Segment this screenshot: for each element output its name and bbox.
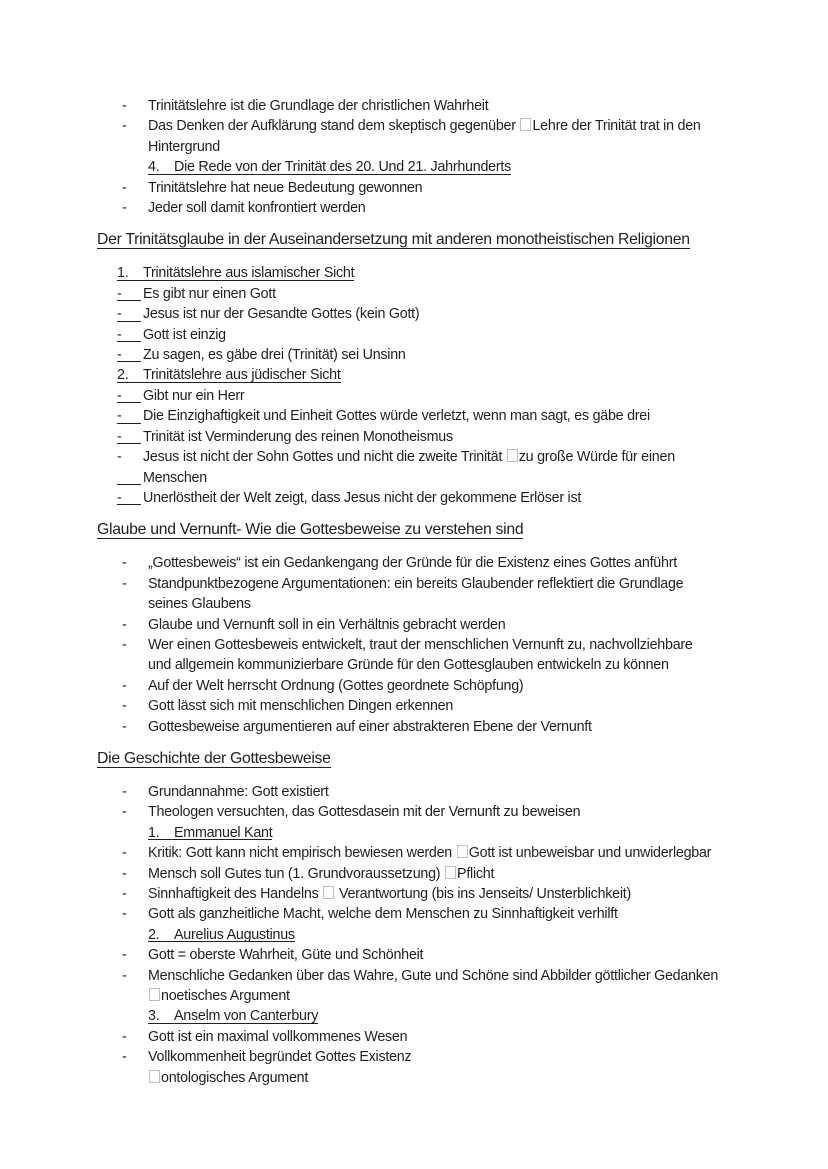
dash-bullet: - bbox=[122, 179, 127, 196]
dash-bullet: - bbox=[122, 698, 127, 715]
list-item bbox=[117, 325, 788, 345]
list-item bbox=[117, 447, 788, 488]
dash-bullet: - bbox=[122, 575, 127, 592]
item-text: Wer einen Gottesbeweis entwickelt, traut der menschlichen Vernunft zu, nachvollziehbare bbox=[148, 636, 693, 653]
missing-glyph-box bbox=[149, 1070, 160, 1083]
item-text: Menschliche Gedanken über das Wahre, Gute und Schöne sind Abbilder göttlicher Gedanken bbox=[148, 967, 719, 984]
item-text: Sinnhaftigkeit des Handelns Verantwortung (bis ins Jenseits/ Unsterblichkeit) bbox=[148, 886, 632, 902]
item-text: Gott lässt sich mit menschlichen Dingen erkennen bbox=[148, 698, 454, 715]
item-text: seines Glaubens bbox=[148, 596, 251, 613]
dash-bullet: - bbox=[122, 804, 127, 821]
missing-glyph-box bbox=[323, 886, 334, 899]
section-heading: Der Trinitätsglaube in der Auseinandersetzung mit anderen monotheistischen Religionen bbox=[97, 231, 690, 249]
dash-bullet: - bbox=[117, 386, 143, 406]
list-item bbox=[122, 574, 788, 615]
item-text: Grundannahme: Gott existiert bbox=[148, 783, 329, 800]
dash-bullet: - bbox=[122, 947, 127, 964]
item-text: Aurelius Augustinus bbox=[174, 926, 295, 943]
dash-bullet: - bbox=[122, 616, 127, 633]
numbered-heading-item bbox=[148, 157, 788, 177]
numbered-heading-item bbox=[117, 365, 788, 385]
list-item bbox=[122, 198, 788, 218]
dash-bullet: - bbox=[122, 636, 127, 653]
list-item bbox=[122, 717, 788, 737]
item-number: 1. bbox=[117, 265, 129, 282]
item-text: Gibt nur ein Herr bbox=[143, 387, 245, 404]
dash-bullet: - bbox=[117, 284, 143, 304]
list-item bbox=[122, 966, 788, 1007]
item-text: Emmanuel Kant bbox=[174, 824, 273, 841]
item-text: Gottesbeweise argumentieren auf einer abstrakteren Ebene der Vernunft bbox=[148, 718, 592, 735]
item-text: Trinitätslehre aus islamischer Sicht bbox=[143, 265, 355, 282]
item-text: Hintergrund bbox=[148, 138, 220, 155]
item-text: Die Rede von der Trinität des 20. Und 21. Jahrhunderts bbox=[174, 159, 511, 176]
item-number: 1. bbox=[148, 824, 160, 841]
list-item bbox=[122, 945, 788, 965]
list-item bbox=[117, 304, 788, 324]
section-heading: Die Geschichte der Gottesbeweise bbox=[97, 749, 331, 767]
item-text: Anselm von Canterbury bbox=[174, 1008, 319, 1025]
list-item bbox=[122, 96, 788, 116]
list-item bbox=[122, 802, 788, 822]
item-number: 4. bbox=[148, 159, 160, 176]
list-item bbox=[117, 427, 788, 447]
item-text: Zu sagen, es gäbe drei (Trinität) sei Unsinn bbox=[143, 347, 406, 364]
section-religionen bbox=[97, 263, 788, 508]
list-item bbox=[117, 386, 788, 406]
item-text: ontologisches Argument bbox=[148, 1068, 411, 1088]
item-text: Das Denken der Aufklärung stand dem skeptisch gegenüber Lehre der Trinität trat in den bbox=[148, 118, 701, 135]
item-text: Glaube und Vernunft soll in ein Verhältnis gebracht werden bbox=[148, 616, 506, 633]
list-item bbox=[122, 843, 788, 863]
section-heading: Glaube und Vernunft- Wie die Gottesbeweise zu verstehen sind bbox=[97, 521, 524, 539]
item-text: Kritik: Gott kann nicht empirisch bewiesen werden Gott ist unbeweisbar und unwiderlegbar bbox=[148, 845, 712, 862]
item-text: Auf der Welt herrscht Ordnung (Gottes geordnete Schöpfung) bbox=[148, 677, 524, 694]
dash-bullet: - bbox=[122, 967, 127, 984]
section-geschichte bbox=[97, 782, 788, 1088]
list-item bbox=[122, 615, 788, 635]
section-intro bbox=[97, 96, 788, 218]
item-text: Die Einzighaftigkeit und Einheit Gottes würde verletzt, wenn man sagt, es gäbe drei bbox=[143, 408, 650, 425]
missing-glyph-box bbox=[457, 845, 468, 858]
dash-bullet: - bbox=[122, 98, 127, 114]
list-item bbox=[122, 782, 788, 802]
item-text: Menschen bbox=[143, 469, 207, 486]
item-text: Vollkommenheit begründet Gottes Existenz bbox=[148, 1049, 412, 1066]
item-text: Theologen versuchten, das Gottesdasein mit der Vernunft zu beweisen bbox=[148, 804, 581, 821]
list-item bbox=[122, 1047, 788, 1088]
item-text: Unerlöstheit der Welt zeigt, dass Jesus nicht der gekommene Erlöser ist bbox=[143, 489, 582, 506]
dash-bullet: - bbox=[122, 906, 127, 923]
dash-bullet: - bbox=[122, 118, 127, 135]
section-glaube-vernunft bbox=[97, 553, 788, 737]
item-number: 2. bbox=[117, 367, 129, 384]
dash-bullet: - bbox=[122, 886, 127, 902]
item-number: 2. bbox=[148, 926, 160, 943]
missing-glyph-box bbox=[149, 988, 160, 1001]
item-text: Gott = oberste Wahrheit, Güte und Schönheit bbox=[148, 947, 424, 964]
dash-bullet: - bbox=[117, 488, 143, 508]
numbered-heading-item bbox=[148, 1006, 788, 1026]
dash-bullet: - bbox=[122, 1049, 127, 1066]
item-text: Trinitätslehre hat neue Bedeutung gewonnen bbox=[148, 179, 423, 196]
item-text: Trinitätslehre aus jüdischer Sicht bbox=[143, 367, 341, 384]
dash-bullet: - bbox=[122, 677, 127, 694]
dash-bullet: - bbox=[122, 200, 127, 217]
list-item bbox=[122, 864, 788, 884]
dash-bullet: - bbox=[117, 345, 143, 365]
dash-bullet: - bbox=[117, 447, 143, 488]
item-text: Es gibt nur einen Gott bbox=[143, 285, 276, 302]
dash-bullet: - bbox=[122, 718, 127, 735]
list-item bbox=[117, 406, 788, 426]
missing-glyph-box bbox=[445, 866, 456, 879]
item-text: Jesus ist nicht der Sohn Gottes und nicht die zweite Trinität zu große Würde für einen bbox=[143, 449, 675, 466]
missing-glyph-box bbox=[507, 449, 518, 462]
dash-bullet: - bbox=[117, 304, 143, 324]
list-item bbox=[117, 345, 788, 365]
dash-bullet: - bbox=[122, 865, 127, 882]
numbered-heading-item bbox=[117, 263, 788, 283]
list-item bbox=[117, 488, 788, 508]
item-text: Trinität ist Verminderung des reinen Monotheismus bbox=[143, 428, 453, 445]
item-text: und allgemein kommunizierbare Gründe für den Gottesglauben entwickeln zu können bbox=[148, 657, 669, 674]
missing-glyph-box bbox=[520, 118, 531, 131]
numbered-heading-item bbox=[148, 823, 788, 843]
item-text: Jesus ist nur der Gesandte Gottes (kein Gott) bbox=[143, 306, 420, 323]
item-text: Gott ist ein maximal vollkommenes Wesen bbox=[148, 1028, 408, 1045]
list-item bbox=[122, 553, 788, 573]
dash-bullet: - bbox=[122, 845, 127, 862]
dash-bullet: - bbox=[122, 783, 127, 800]
dash-bullet: - bbox=[117, 427, 143, 447]
list-item bbox=[122, 676, 788, 696]
dash-bullet: - bbox=[122, 1028, 127, 1045]
item-text: Gott ist einzig bbox=[143, 326, 226, 343]
dash-bullet: - bbox=[122, 555, 127, 572]
item-text: Mensch soll Gutes tun (1. Grundvoraussetzung) Pflicht bbox=[148, 865, 495, 882]
dash-bullet: - bbox=[117, 406, 143, 426]
item-number: 3. bbox=[148, 1008, 160, 1025]
list-item bbox=[122, 1027, 788, 1047]
numbered-heading-item bbox=[148, 925, 788, 945]
item-text: Trinitätslehre ist die Grundlage der christlichen Wahrheit bbox=[148, 98, 489, 114]
item-text: Gott als ganzheitliche Macht, welche dem Menschen zu Sinnhaftigkeit verhilft bbox=[148, 906, 618, 923]
list-item bbox=[122, 178, 788, 198]
list-item bbox=[117, 284, 788, 304]
list-item bbox=[122, 884, 788, 904]
list-item bbox=[122, 904, 788, 924]
item-text: noetisches Argument bbox=[148, 986, 718, 1006]
item-text: Standpunktbezogene Argumentationen: ein bereits Glaubender reflektiert die Grundlage bbox=[148, 575, 684, 592]
item-text: Jeder soll damit konfrontiert werden bbox=[148, 200, 366, 217]
list-item bbox=[122, 116, 788, 157]
item-text: „Gottesbeweis“ ist ein Gedankengang der Gründe für die Existenz eines Gottes anführt bbox=[148, 555, 677, 572]
list-item bbox=[122, 696, 788, 716]
list-item bbox=[122, 635, 788, 676]
dash-bullet: - bbox=[117, 325, 143, 345]
